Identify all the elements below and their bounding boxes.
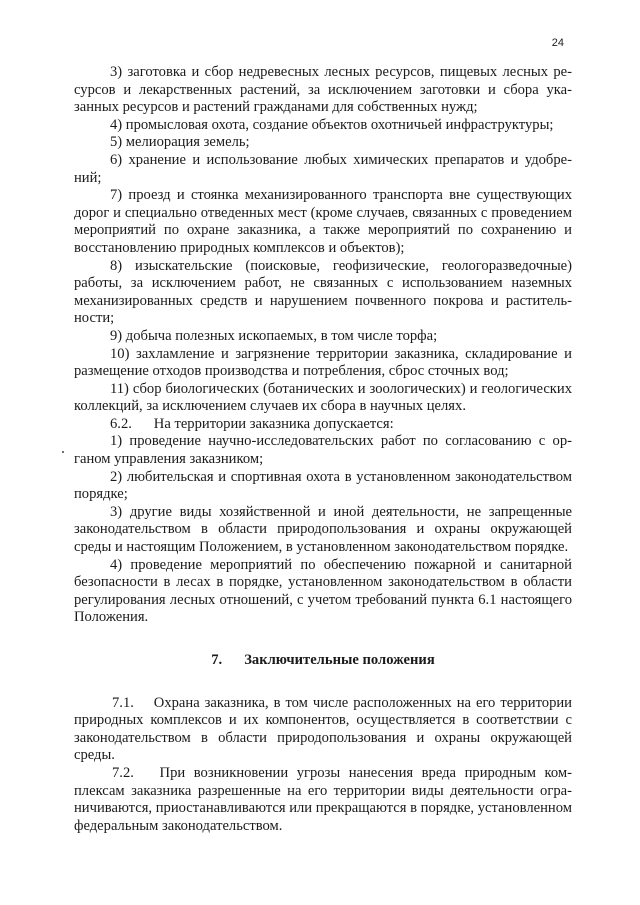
prohibited-item-6: 6) хранение и использование любых химических препаратов и удобрений; — [74, 151, 572, 186]
allowed-item-3: 3) другие виды хозяйственной и иной деятельности, не запрещенные законодательством в области природопользования и охраны окружающей среды и настоящим Положением, в установленном законодательством порядке. — [74, 503, 572, 556]
document-body — [74, 64, 572, 835]
prohibited-item-4: 4) промысловая охота, создание объектов охотничьей инфраструктуры; — [110, 116, 554, 133]
clause-7-1: 7.1. Охрана заказника, в том числе расположенных на его территории природных комплексов и их компонентов, осуществляется в соответствии с законодательством в области природопользования и охраны окружающей среды. — [74, 694, 572, 764]
prohibited-item-11: 11) сбор биологических (ботанических и зоологических) и геологических коллекций, за исключением случаев их сбора в научных целях. — [74, 380, 572, 415]
section-heading — [74, 652, 572, 670]
prohibited-item-8: 8) изыскательские (поисковые, геофизические, геологоразведочные) работы, за исключением работ, не связанных с использованием наземных механизированных средств и нарушением почвенного покрова и растительности; — [74, 257, 572, 327]
allowed-item-1: 1) проведение научно-исследовательских работ по согласованию с органом управления заказником; — [74, 433, 572, 468]
prohibited-item-3: 3) заготовка и сбор недревесных лесных ресурсов, пищевых лесных ресурсов и лекарственных растений, за исключением заготовки и сбора указанных ресурсов и растений гражданами для собственных нужд; — [74, 64, 572, 116]
allowed-item-4: 4) проведение мероприятий по обеспечению пожарной и санитарной безопасности в лесах в порядке, установленном законодательством в области регулирования лесных отношений, с учетом требований пункта 6.1 настоящего Положения. — [74, 556, 572, 626]
scan-speck — [62, 451, 64, 453]
page-number: 24 — [551, 37, 564, 49]
prohibited-item-7: 7) проезд и стоянка механизированного транспорта вне существующих дорог и специально отведенных мест (кроме случаев, связанных с проведением мероприятий по охране заказника, а также мероприятий по сохранению и восстановлению природных комплексов и объектов); — [74, 187, 572, 256]
allowed-item-2: 2) любительская и спортивная охота в установленном законодательством порядке; — [74, 468, 572, 503]
prohibited-item-10: 10) захламление и загрязнение территории заказника, складирование и размещение отходов производства и потребления, сброс сточных вод; — [74, 345, 572, 380]
section-title: Заключительные положения — [244, 652, 435, 668]
prohibited-item-5: 5) мелиорация земель; — [110, 134, 250, 151]
clause-7-2: 7.2. При возникновении угрозы нанесения вреда природным комплексам заказника разрешенные на его территории виды деятельности ограничиваются, приостанавливаются или прекращаются в порядке, установленном федеральным законодательством. — [74, 764, 572, 834]
clause-6-2: 6.2. На территории заказника допускается: — [110, 415, 394, 432]
section-number: 7. — [211, 652, 223, 668]
prohibited-item-9: 9) добыча полезных ископаемых, в том числе торфа; — [110, 327, 438, 344]
